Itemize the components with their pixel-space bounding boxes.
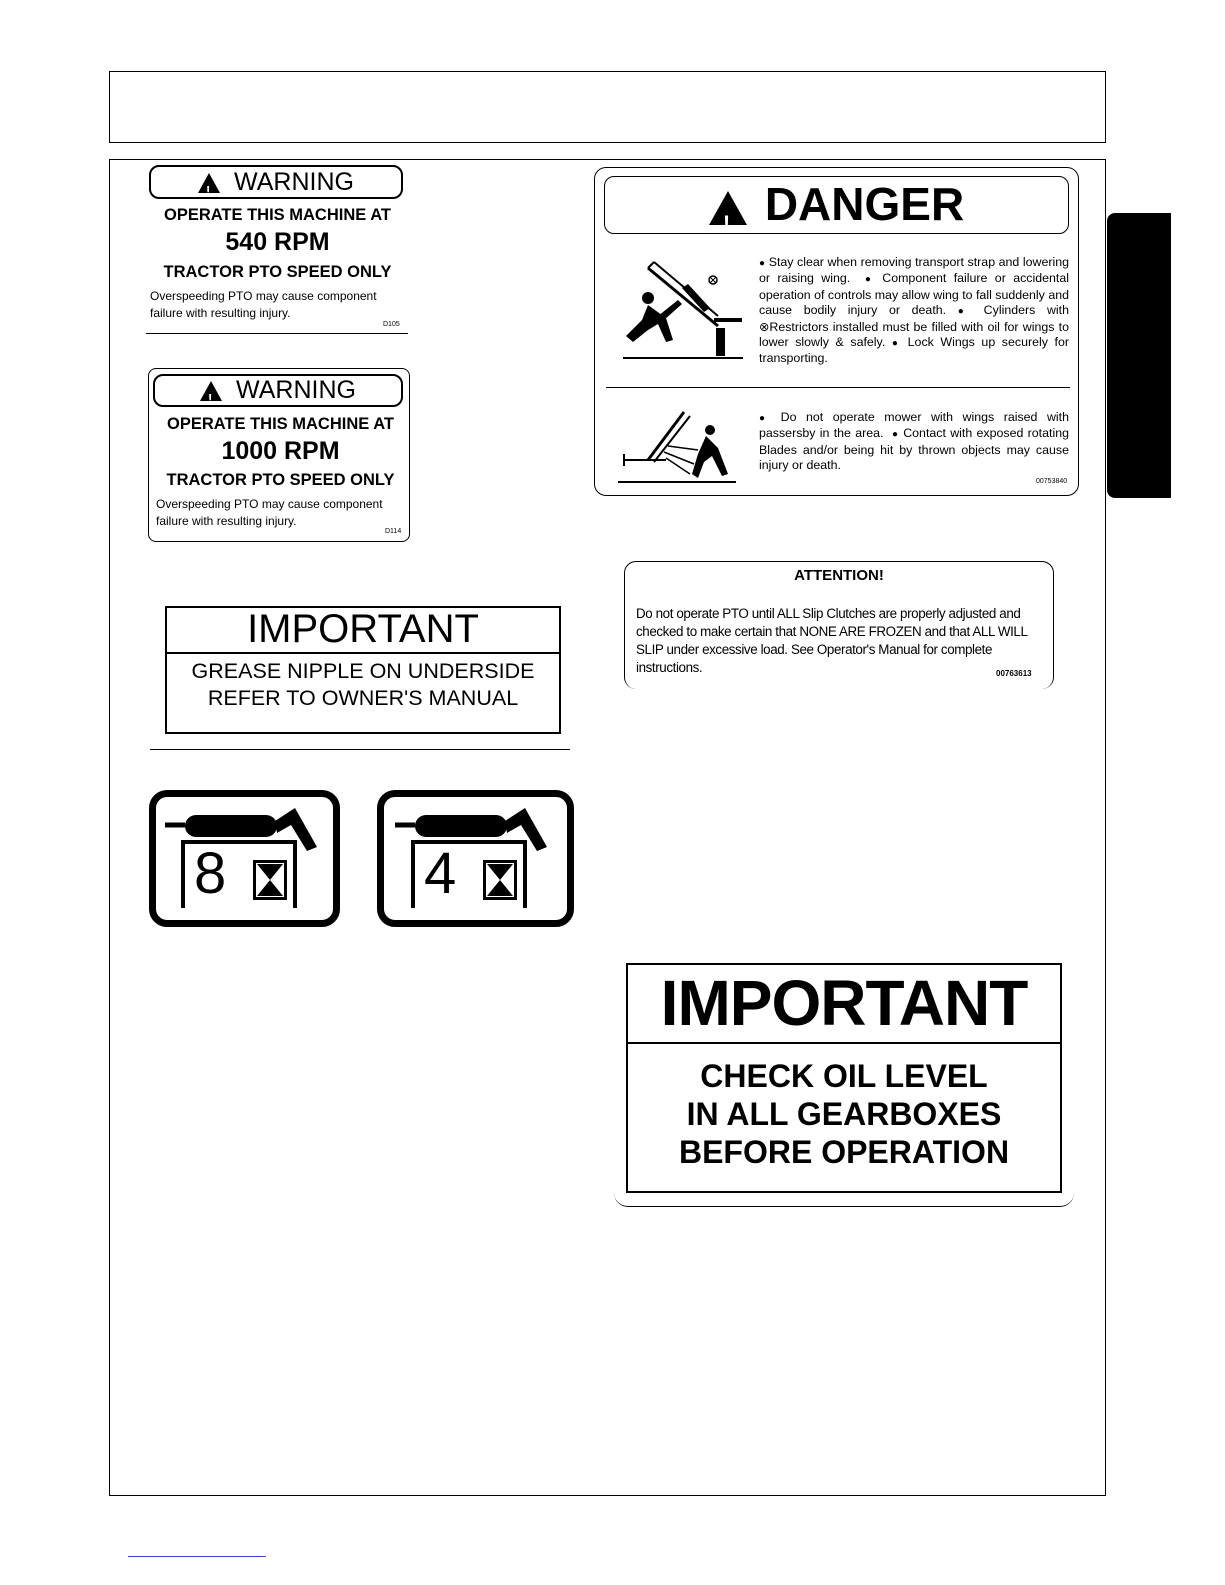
important-oil-line3: BEFORE OPERATION — [678, 1134, 1010, 1170]
danger-bullet-3: Cylinders with ⊗Restrictors installed must be filled with oil for wings to lower slowly & safely. — [759, 303, 1069, 350]
warning-icon — [198, 173, 220, 193]
important-oil-line1: CHECK OIL LEVEL — [700, 1058, 988, 1094]
danger-code: 00753840 — [1036, 478, 1068, 485]
wing-crush-pictogram — [618, 258, 750, 362]
grease-8-hours: 8 — [194, 841, 227, 906]
danger-divider — [606, 387, 1070, 388]
section-tab — [1107, 213, 1171, 498]
warning-540-note1: Overspeeding PTO may cause component — [150, 289, 377, 303]
warning-1000-note2: failure with resulting injury. — [156, 514, 297, 528]
important-grease-line2: REFER TO OWNER'S MANUAL — [207, 686, 519, 710]
danger-bullet-2: Component failure or accidental operation of controls may allow wing to fall suddenly and cause bodily injury or death. — [759, 271, 1069, 318]
warning-540-rpm: 540 RPM — [225, 228, 330, 256]
hourglass-icon — [253, 860, 287, 900]
important-grease-bottom-edge — [150, 749, 570, 750]
important-oil-line2: IN ALL GEARBOXES — [686, 1096, 1002, 1132]
attention-heading: ATTENTION! — [794, 567, 884, 584]
important-grease-line1: GREASE NIPPLE ON UNDERSIDE — [191, 659, 535, 683]
danger-bullet-5: Do not operate mower with wings raised with passersby in the area. — [759, 410, 1069, 441]
warning-540-line1: OPERATE THIS MACHINE AT — [163, 206, 392, 224]
attention-text: Do not operate PTO until ALL Slip Clutches are properly adjusted and checked to make certain that NONE ARE FROZEN and that ALL WILL SLIP under excessive load. See Operator's Manual for complete instructions. — [636, 606, 1027, 675]
warning-1000-line1: OPERATE THIS MACHINE AT — [166, 415, 395, 433]
warning-1000-code: D114 — [385, 528, 402, 535]
danger-header: !DANGER — [604, 176, 1069, 234]
warning-540-line3: TRACTOR PTO SPEED ONLY — [163, 263, 392, 281]
warning-icon — [200, 381, 222, 401]
header-box — [109, 71, 1106, 143]
danger-bullets-bottom: ● Do not operate mower with wings raised with passersby in the area. ● Contact with exposed rotating Blades and/or being hit by thrown objects may cause injury or death. — [759, 410, 1069, 473]
important-grease-divider — [165, 652, 561, 654]
warning-540-code: D105 — [383, 321, 400, 328]
warning-540-header: !WARNING — [149, 165, 403, 199]
thrown-objects-pictogram — [618, 404, 742, 486]
important-grease-heading: IMPORTANT — [247, 607, 479, 651]
warning-1000-rpm: 1000 RPM — [221, 437, 340, 465]
warning-540-note2: failure with resulting injury. — [150, 306, 291, 320]
warning-1000-line3: TRACTOR PTO SPEED ONLY — [166, 471, 395, 489]
danger-bullets-top: ● Stay clear when removing transport strap and lowering or raising wing. ● Component failure or accidental operation of controls may allow wing to fall suddenly and cause bodily injury or death. ● Cylinders with ⊗Restrictors installed must be filled with oil for wings to lower slowly & safely. ● Lock Wings up securely for transporting. — [759, 255, 1069, 366]
warning-1000-note1: Overspeeding PTO may cause component — [156, 497, 383, 511]
warning-540-bottom-edge — [146, 333, 408, 334]
footer-line — [128, 1556, 266, 1557]
warning-1000-header: !WARNING — [153, 374, 403, 407]
important-oil-divider — [626, 1042, 1062, 1044]
attention-code: 00763613 — [996, 669, 1032, 678]
danger-bullet-6: Contact with exposed rotating Blades and/or being hit by thrown objects may cause injury or death. — [759, 426, 1069, 473]
hourglass-icon — [483, 860, 517, 900]
grease-4-hours: 4 — [424, 841, 457, 906]
important-oil-heading: IMPORTANT — [660, 967, 1028, 1039]
danger-icon — [709, 191, 747, 225]
danger-bullet-4: Lock Wings up securely for transporting. — [759, 335, 1069, 366]
danger-bullet-1: Stay clear when removing transport strap and lowering or raising wing. — [759, 255, 1069, 286]
